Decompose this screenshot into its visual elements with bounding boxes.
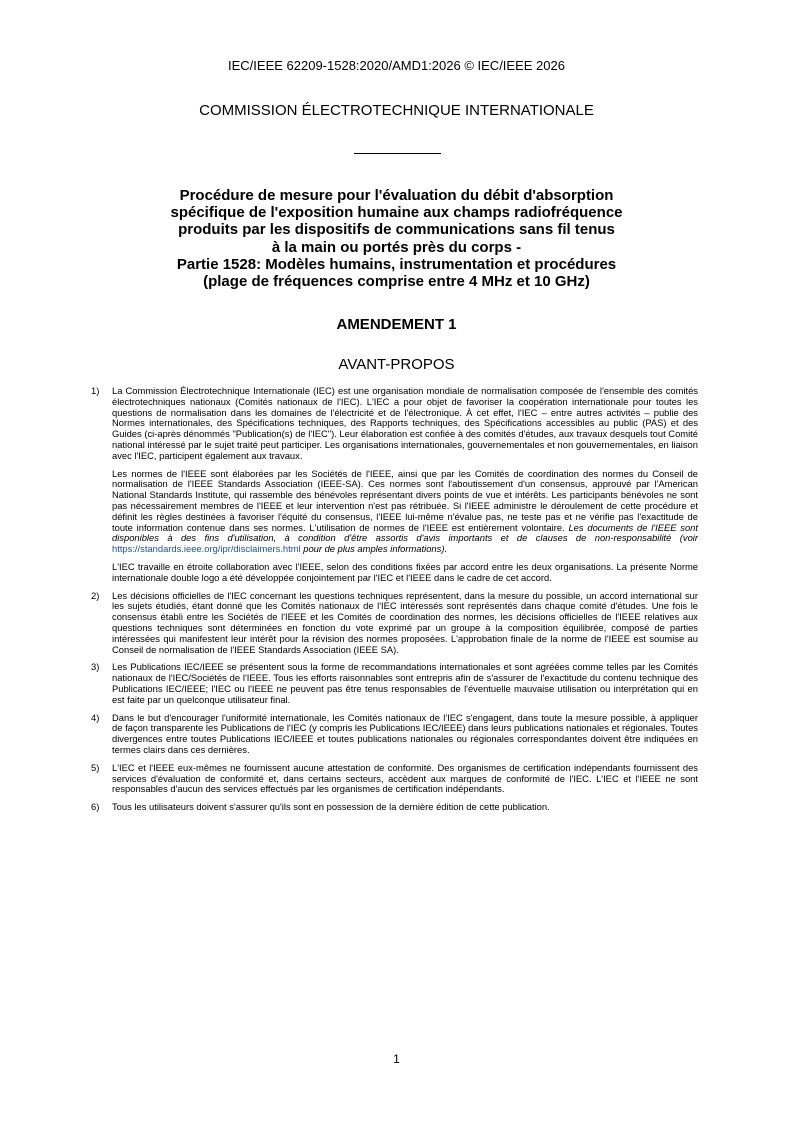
item-text: L'IEC et l'IEEE eux-mêmes ne fournissent aucune attestation de conformité. Des organismes de certification indépendants fournissent des services d'évaluation de conformité et, dans certains secteurs, accèdent aux marques de conformité de l'IEC. L'IEC et l'IEEE ne sont responsables d'aucun des services effectués par les organismes de certification indépendants. (112, 761, 698, 795)
list-item (91, 386, 698, 462)
list-item (91, 763, 698, 795)
list-item (91, 591, 698, 656)
item-number: 1) (91, 385, 100, 396)
document-header: IEC/IEEE 62209-1528:2020/AMD1:2026 © IEC/IEEE 2026 (228, 58, 565, 73)
item-number: 3) (91, 661, 100, 673)
sub-paragraph-body: Les normes de l'IEEE sont élaborées par les Sociétés de l'IEEE, ainsi que par les Comités de coordination des normes du Conseil de normalisation de l'IEEE Standards Association (IEEE-SA). Ces normes sont l'aboutissement d'un consensus, approuvé par l'American National Standards Institute, qui rassemble des bénévoles représentant divers points de vue et intérêts. Les participants bénévoles ne sont pas nécessairement membres de l'IEEE et leur intervention n'est pas rétribuée. Si l'IEEE administre le déroulement de cette procédure et définit les règles destinées à favoriser l'équité du consensus, l'IEEE lui-même n'évalue pas, ne teste pas et ne vérifie pas l'exactitude de toute information contenue dans ses normes. L'utilisation de normes de l'IEEE est entièrement volontaire. (112, 467, 698, 533)
title-line: spécifique de l'exposition humaine aux champs radiofréquence (170, 204, 623, 222)
title-line: produits par les dispositifs de communications sans fil tenus (178, 221, 615, 239)
sub-paragraph-text (112, 469, 698, 555)
title-line: Partie 1528: Modèles humains, instrumentation et procédures (176, 255, 617, 273)
disclaimers-link[interactable]: https://standards.ieee.org/ipr/disclaimers.html (112, 543, 301, 555)
disclaimer-note: Les documents de l'IEEE sont disponibles à des fins d'utilisation, à condition d'être assortis d'avis importants et de clauses de non-responsabilité (voir (112, 521, 698, 544)
sub-paragraph (91, 469, 698, 555)
list-item (91, 802, 698, 813)
item-text: Les décisions officielles de l'IEC concernant les questions techniques représentent, dans la mesure du possible, un accord international sur les sujets étudiés, étant donné que les Comités nationaux de l'IEC intéressés sont représentés dans chaque comité d'études. Une fois le consensus établi entre les Sociétés de l'IEEE et les Comités de coordination des normes, les décisions officielles de l'IEEE relatives aux questions techniques sont déterminées en fonction du vote exprimé par un groupe à la composition équilibrée, composé de parties intéressées qui manifestent leur intérêt pour la révision des normes proposées. L'approbation finale de la norme de l'IEEE est soumise au Conseil de normalisation de l'IEEE Standards Association (IEEE SA). (112, 589, 698, 655)
item-number: 4) (91, 711, 100, 723)
title-line: (plage de fréquences comprise entre 4 MHz et 10 GHz) (203, 273, 590, 291)
item-number: 6) (91, 801, 100, 813)
document-title (100, 187, 693, 290)
item-text: La Commission Électrotechnique Internationale (IEC) est une organisation mondiale de normalisation composée de l'ensemble des comités électrotechniques nationaux (Comités nationaux de l'IEC). L'IEC a pour objet de favoriser la coopération internationale pour toutes les questions de normalisation dans les domaines de l'électricité et de l'électronique. À cet effet, l'IEC – entre autres activités – publie des Normes internationales, des Spécifications techniques, des Rapports techniques, des Spécifications accessibles au public (PAS) et des Guides (ci-après dénommés "Publication(s) de l'IEC"). Leur élaboration est confiée à des comités d'études, aux travaux desquels tout Comité national intéressé par le sujet traité peut participer. Les organisations internationales, gouvernementales et non gouvernementales, en liaison avec l'IEC, participent également aux travaux. (112, 385, 698, 461)
item-text: Les Publications IEC/IEEE se présentent sous la forme de recommandations internationales et sont agréées comme telles par les Comités nationaux de l'IEC/Sociétés de l'IEEE. Tous les efforts raisonnables sont entrepris afin de s'assurer de l'exactitude du contenu technique des Publications IEC/IEEE; l'IEC ou l'IEEE ne peuvent pas être tenus responsables de l'éventuelle mauvaise utilisation ou interprétation qui en est faite par un quelconque utilisateur final. (112, 661, 698, 705)
title-line: Procédure de mesure pour l'évaluation du débit d'absorption (179, 187, 614, 204)
title-divider (354, 153, 441, 154)
sub-paragraph (91, 562, 698, 584)
foreword-heading: AVANT-PROPOS (338, 356, 455, 373)
list-item (91, 662, 698, 705)
organization-name: COMMISSION ÉLECTROTECHNIQUE INTERNATIONALE (199, 102, 594, 119)
item-text: Dans le but d'encourager l'uniformité internationale, les Comités nationaux de l'IEC s'engagent, dans toute la mesure possible, à appliquer de façon transparente les Publications de l'IEC (y compris les Publications IEC/IEEE) dans leurs publications nationales et régionales. Toutes divergences entre toutes Publications IEC/IEEE et toutes publications nationales ou régionales correspondantes doivent être indiquées en termes clairs dans ces dernières. (112, 711, 698, 755)
amendment-heading: AMENDEMENT 1 (336, 316, 457, 333)
list-item (91, 713, 698, 756)
disclaimer-note-end: pour de plus amples informations). (300, 543, 448, 555)
item-number: 2) (91, 589, 100, 601)
item-number: 5) (91, 761, 100, 773)
item-text: Tous les utilisateurs doivent s'assurer qu'ils sont en possession de la dernière édition de cette publication. (112, 801, 550, 813)
sub-paragraph-text: L'IEC travaille en étroite collaboration avec l'IEEE, selon des conditions fixées par accord entre les deux organisations. La présente Norme internationale double logo a été développée conjointement par l'IEC et l'IEEE dans le cadre de cet accord. (112, 560, 698, 583)
foreword-body (91, 386, 698, 820)
page-number: 1 (393, 1052, 400, 1066)
title-line: à la main ou portés près du corps - (271, 238, 522, 256)
